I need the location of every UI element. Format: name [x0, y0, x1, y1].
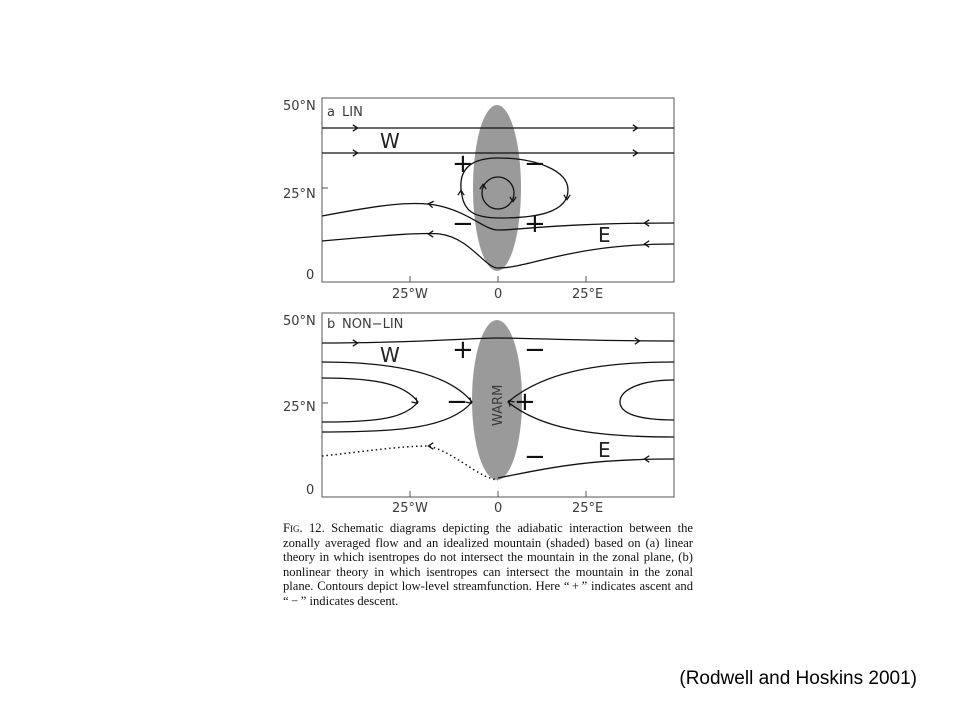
y-tick-25n: 25°N [283, 187, 316, 202]
mountain-label: WARM [491, 384, 506, 426]
y-tick-25n: 25°N [283, 400, 316, 415]
east-marker: E [598, 223, 611, 247]
x-tick-25e: 25°E [572, 287, 604, 302]
x-tick-0: 0 [494, 501, 503, 516]
ascent-marker: + [452, 335, 474, 365]
y-tick-50n: 50°N [283, 99, 316, 114]
figure-caption [283, 521, 693, 609]
panel-b [283, 313, 674, 516]
descent-marker: − [446, 387, 468, 417]
streamline-dotted [322, 446, 498, 480]
descent-marker: − [524, 442, 546, 472]
y-tick-50n: 50°N [283, 314, 316, 329]
west-lobe-inner [322, 378, 418, 422]
descent-marker: − [524, 335, 546, 365]
panel-a-title: LIN [342, 105, 363, 120]
panel-b-label: b [327, 317, 336, 332]
ascent-marker: + [452, 149, 474, 179]
west-marker: W [380, 129, 400, 153]
panel-b-title: NON−LIN [342, 317, 404, 332]
citation: (Rodwell and Hoskins 2001) [679, 668, 917, 689]
panel-a [283, 98, 674, 302]
panel-a-label: a [327, 105, 335, 120]
east-marker: E [598, 438, 611, 462]
y-tick-0: 0 [306, 483, 315, 498]
west-marker: W [380, 343, 400, 367]
descent-marker: − [524, 149, 546, 179]
figure-label: Fig. 12. [283, 521, 325, 535]
x-tick-25w: 25°W [392, 501, 428, 516]
east-lobe-inner [620, 380, 674, 420]
ascent-marker: + [524, 209, 546, 239]
ascent-marker: + [514, 387, 536, 417]
caption-text: Schematic diagrams depicting the adiabatic interaction between the zonally averaged flow and an idealized mountain (shaded) based on (a) linear theory in which isentropes do not intersect the mountain in the zonal plane, (b) nonlinear theory in which isentropes can intersect the mountain in the zonal plane. Contours depict low-level streamfunction. Here “ + ” indicates ascent and “ − ” indicates descent. [283, 521, 693, 608]
descent-marker: − [452, 209, 474, 239]
y-tick-0: 0 [306, 268, 315, 283]
x-tick-0: 0 [494, 287, 503, 302]
x-tick-25e: 25°E [572, 501, 604, 516]
x-tick-25w: 25°W [392, 287, 428, 302]
